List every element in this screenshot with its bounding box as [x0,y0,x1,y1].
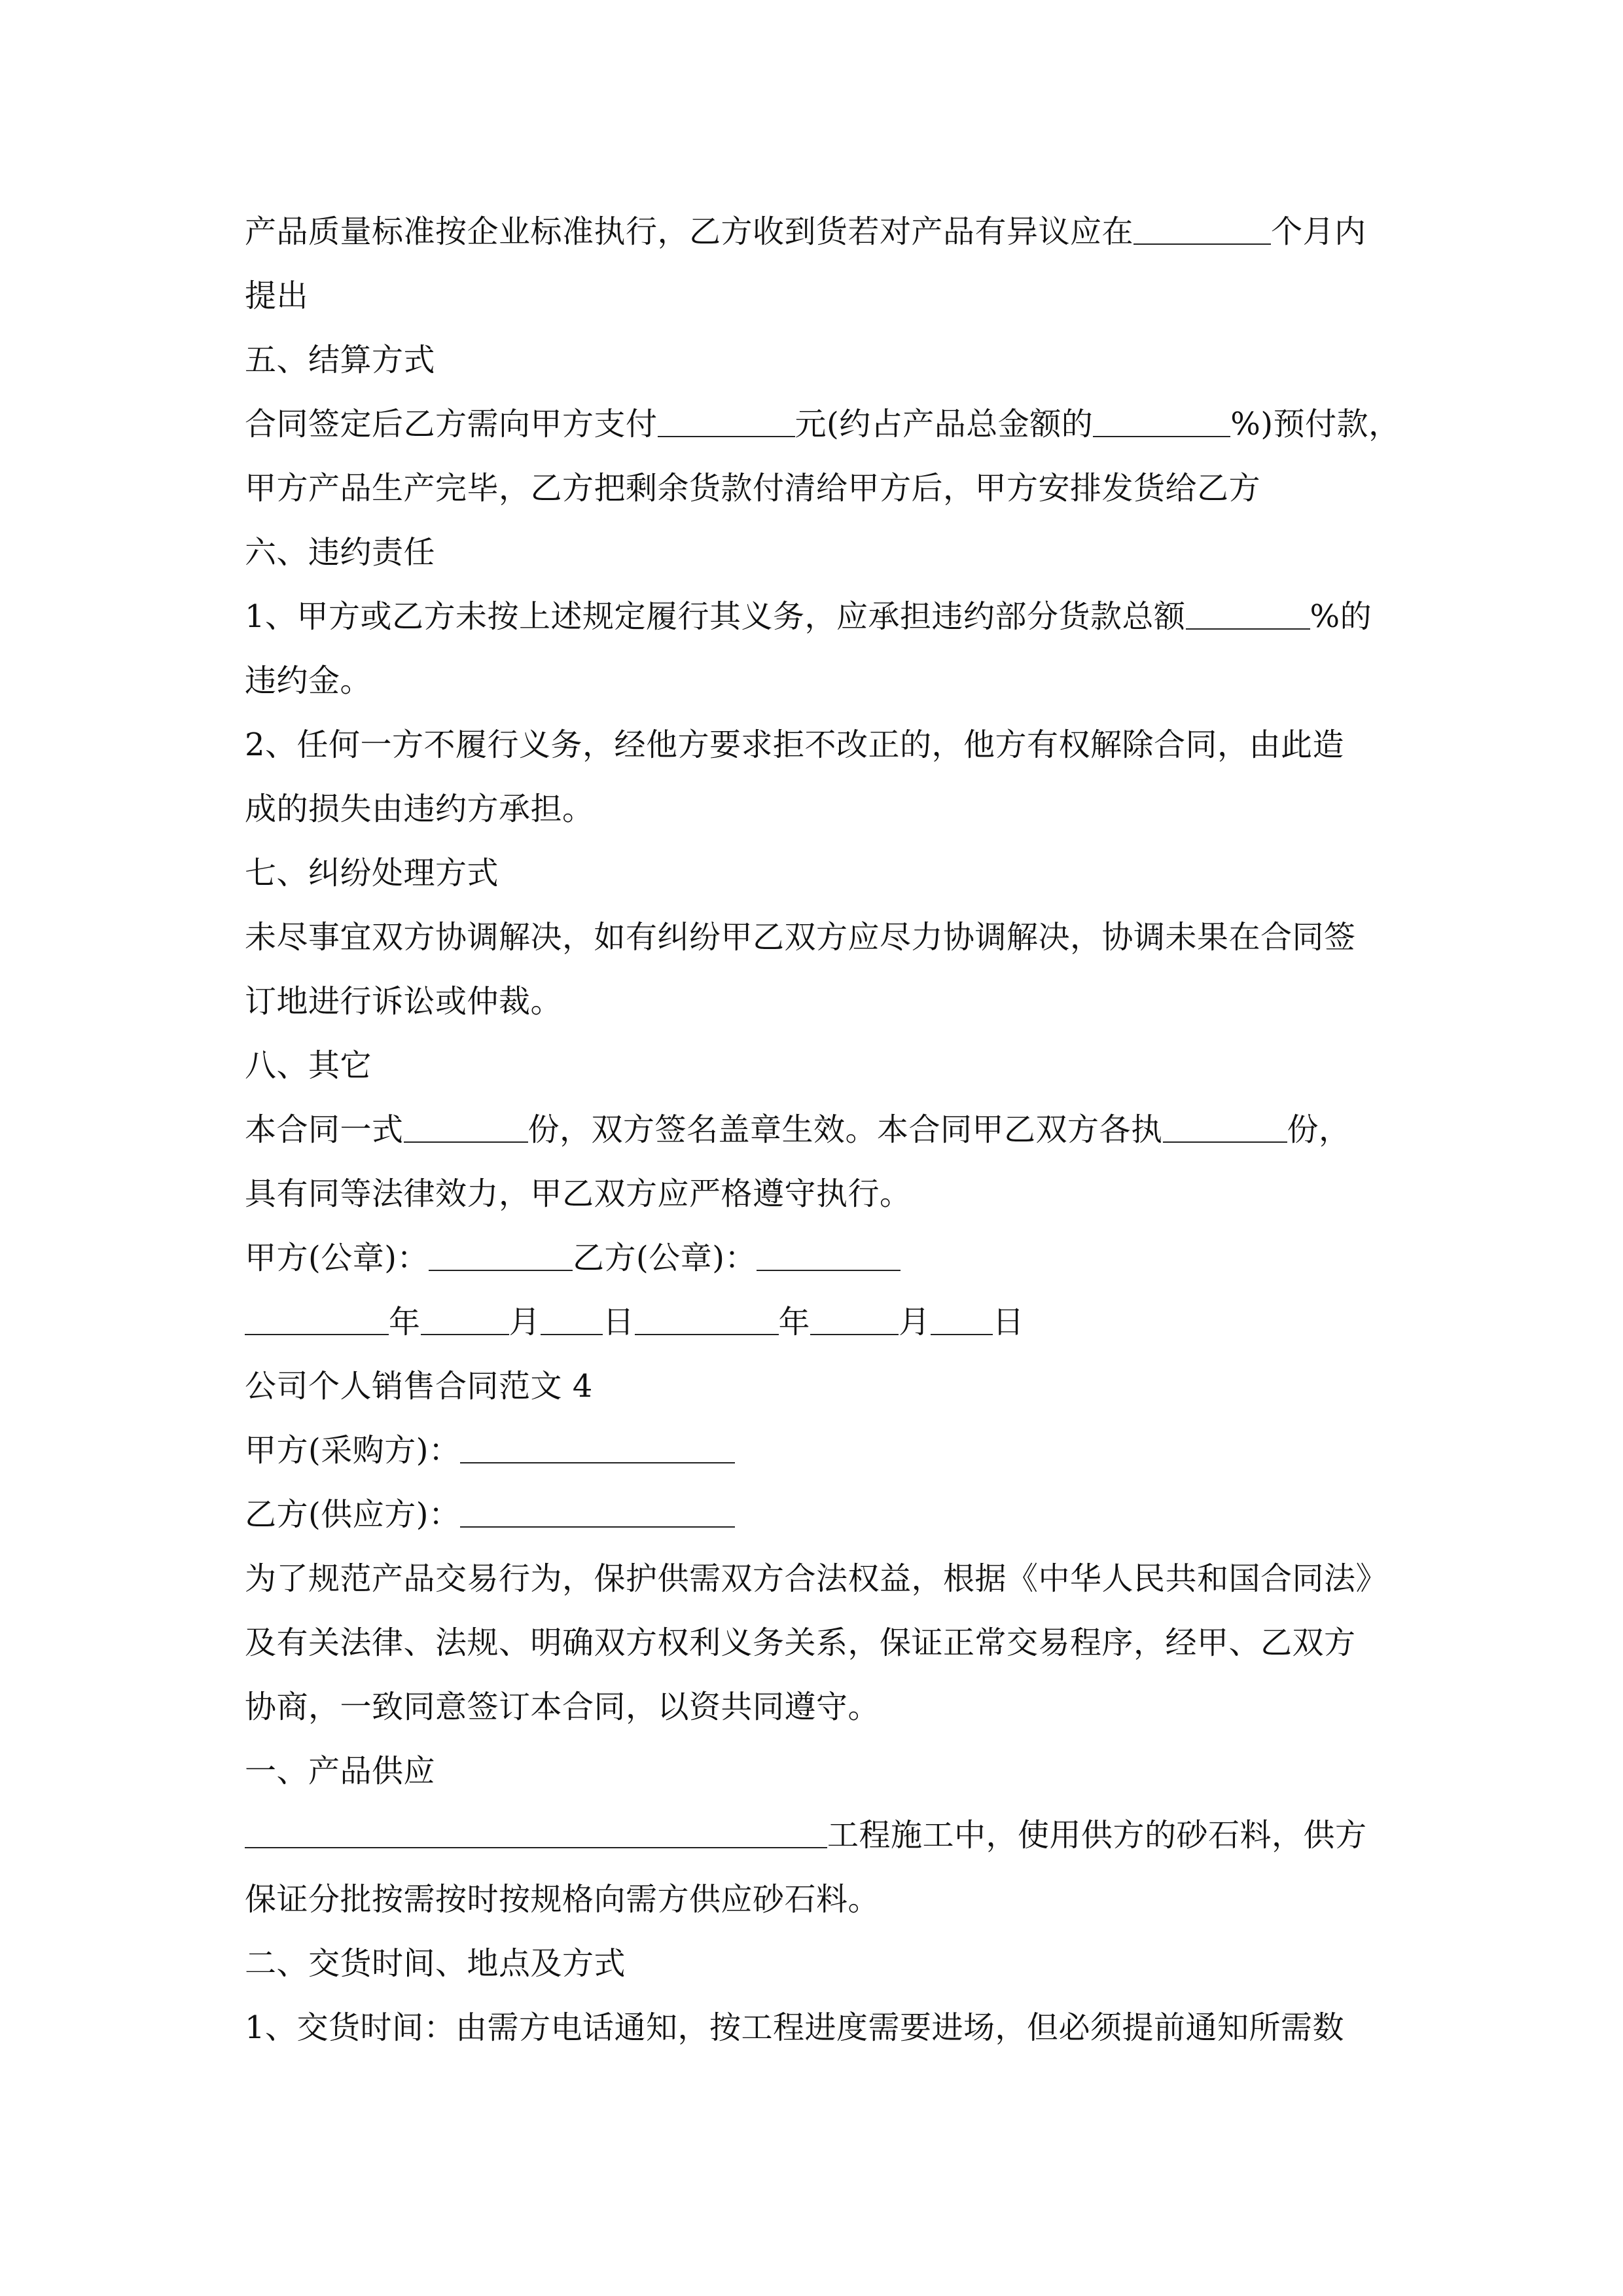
text: 及有关法律、法规、明确双方权利义务关系，保证正常交易程序，经甲、乙双方 [245,1624,1356,1661]
signature-line [245,1226,1383,1290]
blank-copies-total[interactable] [404,1113,528,1143]
text: 甲方(采购方)： [245,1432,461,1469]
text: 违约金。 [245,662,372,699]
text: 本合同一式 [245,1111,404,1148]
text: 协商，一致同意签订本合同，以资共同遵守。 [245,1689,880,1725]
section-heading-dispute [245,841,1383,905]
party-b-supplier-line [245,1482,1383,1547]
document-body [245,200,1400,2060]
liability-line-4 [245,777,1383,841]
preamble-line-1 [245,1547,1388,1611]
supply-line-2 [245,1867,1383,1931]
dispute-line-1 [245,905,1383,969]
text: 合同签定后乙方需向甲方支付 [245,406,658,442]
section-heading-settlement [245,328,1383,392]
dispute-line-2 [245,969,1383,1033]
section-heading-delivery [245,1931,1383,1996]
text: 年 [389,1304,421,1340]
text: 1、交货时间：由需方电话通知，按工程进度需要进场，但必须提前通知所需数 [245,2009,1345,2046]
contract-title-4 [245,1354,1383,1418]
settlement-line-1 [245,392,1400,456]
text: 份，双方签名盖章生效。本合同甲乙双方各执 [527,1111,1163,1148]
preamble-line-2 [245,1611,1383,1675]
text: 日 [992,1304,1025,1340]
heading: 五、结算方式 [245,342,436,378]
text: 年 [778,1304,811,1340]
party-a-seal-blank[interactable] [429,1241,573,1271]
party-b-seal-blank[interactable] [757,1241,901,1271]
text: 未尽事宜双方协调解决，如有纠纷甲乙双方应尽力协调解决，协调未果在合同签 [245,919,1356,956]
text: 订地进行诉讼或仲裁。 [245,983,563,1020]
settlement-line-2 [245,456,1383,520]
heading: 七、纠纷处理方式 [245,855,499,891]
heading: 一、产品供应 [245,1753,436,1789]
party-a-seal-label: 甲方(公章)： [245,1240,429,1276]
blank-percent[interactable] [1093,407,1230,437]
date-line [245,1290,1383,1354]
blank-month-1[interactable] [421,1305,509,1335]
heading: 二、交货时间、地点及方式 [245,1945,626,1982]
text: 保证分批按需按时按规格向需方供应砂石料。 [245,1881,880,1918]
text: 工程施工中，使用供方的砂石料，供方 [827,1817,1367,1854]
blank-year-2[interactable] [635,1305,779,1335]
text: 乙方(供应方)： [245,1496,461,1533]
text: 元(约占产品总金额的 [794,406,1094,442]
section-heading-supply [245,1739,1383,1803]
blank-penalty-percent[interactable] [1186,600,1310,630]
liability-line-1 [245,584,1383,649]
blank-day-2[interactable] [931,1305,993,1335]
quality-standard-line-2 [245,264,1383,328]
party-a-purchaser-line [245,1418,1383,1482]
text: 2、任何一方不履行义务，经他方要求拒不改正的，他方有权解除合同，由此造 [245,726,1345,763]
delivery-line-1 [245,1996,1383,2060]
text: 个月内 [1271,213,1366,250]
blank-day-1[interactable] [541,1305,603,1335]
blank-supplier[interactable] [460,1498,735,1528]
heading: 八、其它 [245,1047,372,1084]
party-b-seal-label: 乙方(公章)： [572,1240,757,1276]
other-line-1 [245,1098,1383,1162]
section-heading-liability [245,520,1383,584]
blank-amount[interactable] [658,407,795,437]
quality-standard-line [245,200,1383,264]
blank-purchaser[interactable] [460,1433,735,1463]
section-heading-other [245,1033,1383,1098]
text: 成的损失由违约方承担。 [245,791,594,827]
supply-line-1 [245,1803,1383,1867]
text: 提出 [245,278,309,314]
text: 产品质量标准按企业标准执行，乙方收到货若对产品有异议应在 [245,213,1134,250]
text: 日 [603,1304,635,1340]
liability-line-3 [245,713,1383,777]
text: 份， [1287,1111,1351,1148]
preamble-line-3 [245,1675,1383,1739]
heading: 六、违约责任 [245,534,436,571]
blank-year-1[interactable] [245,1305,389,1335]
title: 公司个人销售合同范文 4 [245,1368,593,1405]
liability-line-2 [245,649,1383,713]
other-line-2 [245,1162,1383,1226]
text: 甲方产品生产完毕，乙方把剩余货款付清给甲方后，甲方安排发货给乙方 [245,470,1261,507]
text: %的 [1310,598,1372,635]
blank-months[interactable] [1133,215,1271,245]
text: 月 [508,1304,541,1340]
text: 月 [899,1304,931,1340]
text: 为了规范产品交易行为，保护供需双方合法权益，根据《中华人民共和国合同法》 [245,1560,1388,1597]
text: 具有同等法律效力，甲乙双方应严格遵守执行。 [245,1175,912,1212]
blank-copies-each[interactable] [1163,1113,1287,1143]
blank-month-2[interactable] [810,1305,899,1335]
text: %)预付款， [1230,406,1400,442]
blank-project-name[interactable] [245,1818,827,1848]
text: 1、甲方或乙方未按上述规定履行其义务，应承担违约部分货款总额 [245,598,1186,635]
